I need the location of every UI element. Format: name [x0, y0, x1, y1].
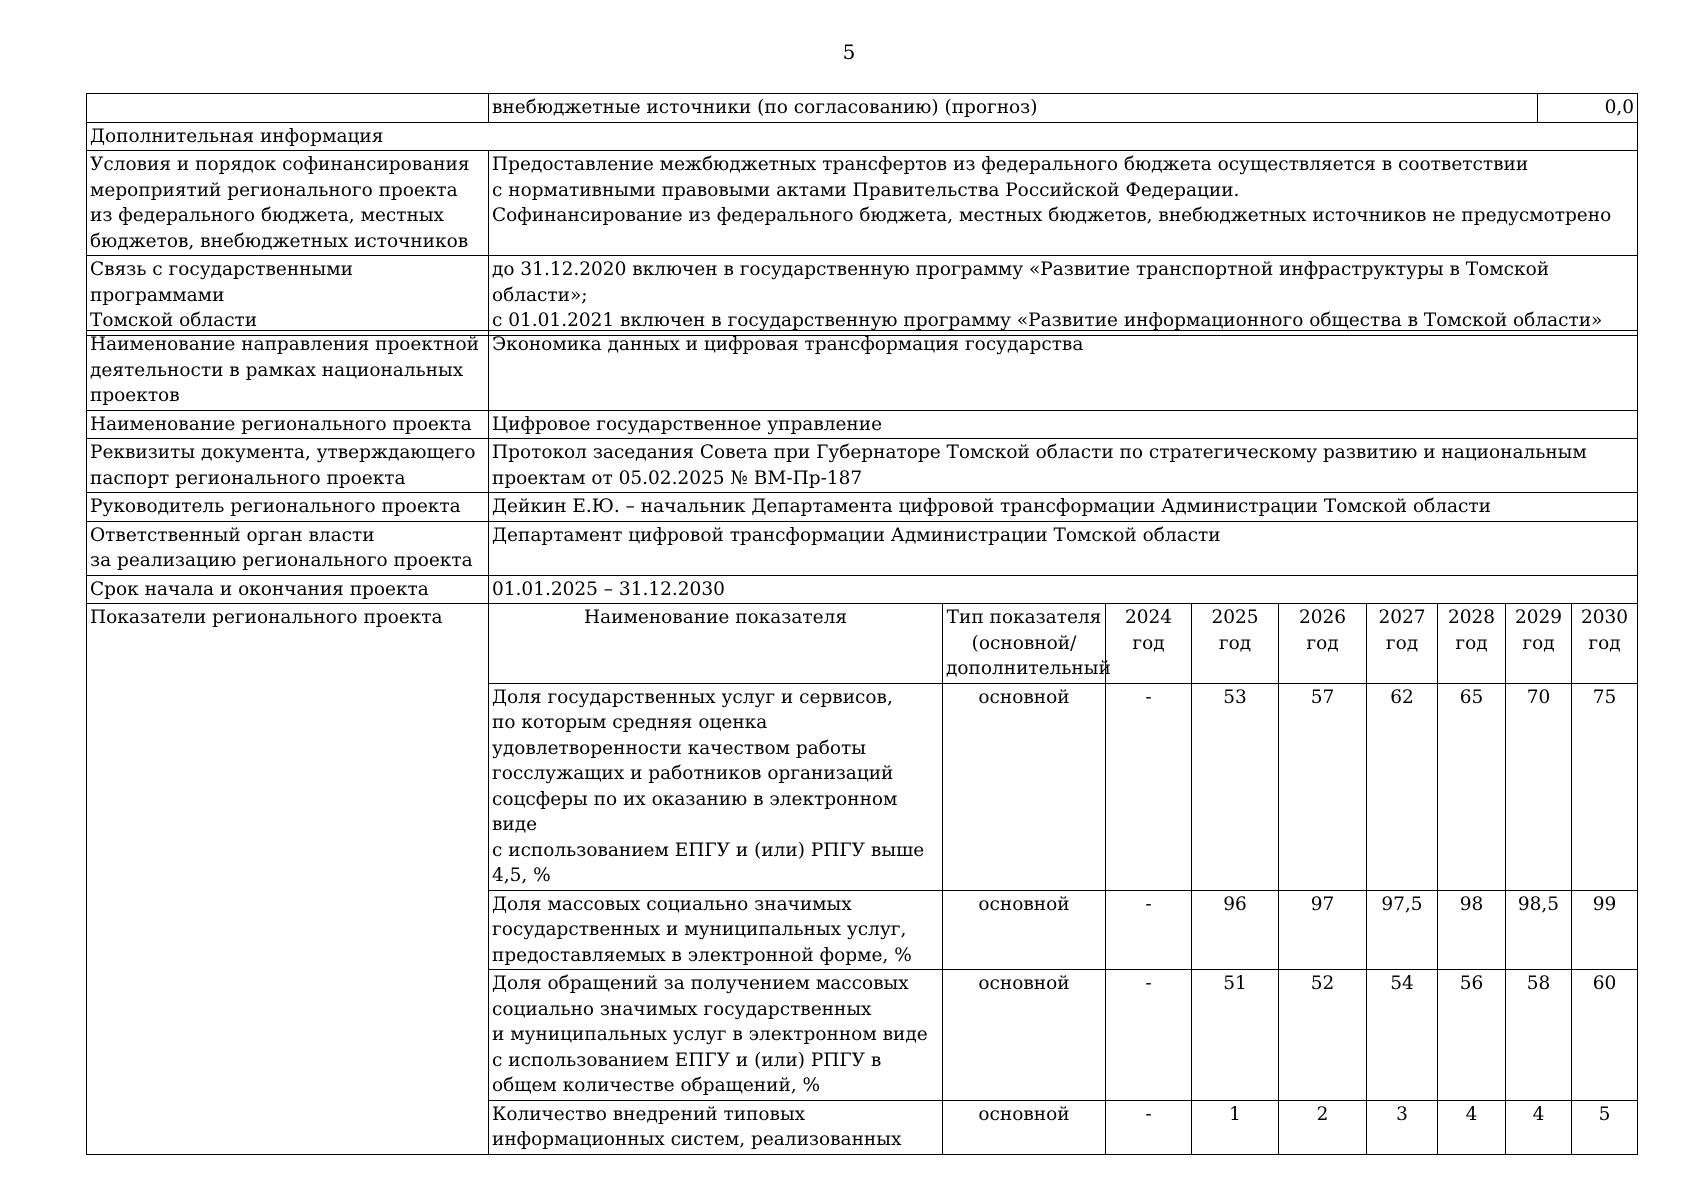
indicator-value: 54: [1367, 970, 1438, 1101]
indicator-value: 96: [1192, 890, 1279, 970]
indicator-type: основной: [943, 970, 1106, 1101]
indicator-value: 70: [1506, 683, 1572, 890]
indicator-value: 58: [1506, 970, 1572, 1101]
indicators-label: Показатели регионального проекта: [87, 604, 489, 1155]
page-number: 5: [842, 40, 856, 64]
indicator-value: 97,5: [1367, 890, 1438, 970]
indicator-name: Доля массовых социально значимых государственных и муниципальных услуг, предоставляемых в электронной форме, %: [489, 890, 943, 970]
indicator-value: 56: [1438, 970, 1506, 1101]
indicator-value: 3: [1367, 1100, 1438, 1154]
document-label: Реквизиты документа, утверждающего паспорт регионального проекта: [87, 439, 489, 493]
authority-value: Департамент цифровой трансформации Администрации Томской области: [489, 521, 1638, 575]
additional-info-heading: Дополнительная информация: [87, 122, 1638, 151]
indicator-value: 1: [1192, 1100, 1279, 1154]
indicator-value: 60: [1572, 970, 1638, 1101]
direction-row: [87, 331, 1638, 411]
year-header: 2026 год: [1279, 604, 1367, 684]
cofinancing-text: Предоставление межбюджетных трансфертов из федерального бюджета осуществляется в соответствии с нормативными правовыми актами Правительства Российской Федерации. Софинансирование из федерального бюджета, местных бюджетов, внебюджетных источников не предусмотрено: [489, 151, 1638, 256]
indicator-value: 65: [1438, 683, 1506, 890]
indicator-value: 4: [1438, 1100, 1506, 1154]
programs-label: Связь с государственными программами Томской области: [87, 256, 489, 336]
project-name-value: Цифровое государственное управление: [489, 410, 1638, 439]
head-row: [87, 493, 1638, 522]
indicator-value: 5: [1572, 1100, 1638, 1154]
document-row: [87, 439, 1638, 493]
year-header: 2025 год: [1192, 604, 1279, 684]
term-value: 01.01.2025 – 31.12.2030: [489, 575, 1638, 604]
indicator-header-row: [87, 604, 1638, 684]
indicator-name: Доля государственных услуг и сервисов, по которым средняя оценка удовлетворенности качеством работы госслужащих и работников организаций соцсферы по их оказанию в электронном виде с использованием ЕПГУ и (или) РПГУ выше 4,5, %: [489, 683, 943, 890]
extrabudget-label: внебюджетные источники (по согласованию) (прогноз): [489, 94, 1538, 123]
indicator-type: основной: [943, 1100, 1106, 1154]
programs-row: [87, 256, 1638, 336]
empty-cell: [87, 94, 489, 123]
indicator-value: -: [1106, 683, 1192, 890]
indicator-value: 99: [1572, 890, 1638, 970]
indicator-value: 2: [1279, 1100, 1367, 1154]
term-row: [87, 575, 1638, 604]
indicator-value: 52: [1279, 970, 1367, 1101]
authority-label: Ответственный орган власти за реализацию регионального проекта: [87, 521, 489, 575]
indicator-value: -: [1106, 1100, 1192, 1154]
cofinancing-label: Условия и порядок софинансирования мероприятий регионального проекта из федерального бюджета, местных бюджетов, внебюджетных источников: [87, 151, 489, 256]
indicator-value: 97: [1279, 890, 1367, 970]
year-header: 2030 год: [1572, 604, 1638, 684]
indicator-name-header: Наименование показателя: [489, 604, 943, 684]
indicator-type: основной: [943, 683, 1106, 890]
project-name-row: [87, 410, 1638, 439]
indicator-type-header: Тип показателя (основной/ дополнительный: [943, 604, 1106, 684]
indicator-value: -: [1106, 890, 1192, 970]
indicator-name: Доля обращений за получением массовых социально значимых государственных и муниципальных услуг в электронном виде с использованием ЕПГУ и (или) РПГУ в общем количестве обращений, %: [489, 970, 943, 1101]
indicator-name: Количество внедрений типовых информационных систем, реализованных: [489, 1100, 943, 1154]
term-label: Срок начала и окончания проекта: [87, 575, 489, 604]
indicator-value: 51: [1192, 970, 1279, 1101]
year-header: 2029 год: [1506, 604, 1572, 684]
year-header: 2024 год: [1106, 604, 1192, 684]
direction-label: Наименование направления проектной деятельности в рамках национальных проектов: [87, 331, 489, 411]
additional-info-row: [87, 122, 1638, 151]
document-value: Протокол заседания Совета при Губернаторе Томской области по стратегическому развитию и национальным проектам от 05.02.2025 № ВМ-Пр-187: [489, 439, 1638, 493]
indicator-value: 98,5: [1506, 890, 1572, 970]
programs-text: до 31.12.2020 включен в государственную программу «Развитие транспортной инфраструктуры в Томской области»; с 01.01.2021 включен в государственную программу «Развитие информационного общества в Томской области»: [489, 256, 1638, 336]
head-label: Руководитель регионального проекта: [87, 493, 489, 522]
project-name-label: Наименование регионального проекта: [87, 410, 489, 439]
indicator-value: 53: [1192, 683, 1279, 890]
head-value: Дейкин Е.Ю. – начальник Департамента цифровой трансформации Администрации Томской области: [489, 493, 1638, 522]
indicator-value: 57: [1279, 683, 1367, 890]
funding-table: [86, 93, 1638, 336]
direction-value: Экономика данных и цифровая трансформация государства: [489, 331, 1638, 411]
extrabudget-value: 0,0: [1538, 94, 1638, 123]
year-header: 2028 год: [1438, 604, 1506, 684]
indicator-value: 75: [1572, 683, 1638, 890]
extrabudget-row: [87, 94, 1638, 123]
indicator-value: 62: [1367, 683, 1438, 890]
project-passport-table: [86, 330, 1638, 1155]
cofinancing-row: [87, 151, 1638, 256]
indicator-type: основной: [943, 890, 1106, 970]
indicator-value: 98: [1438, 890, 1506, 970]
indicator-value: 4: [1506, 1100, 1572, 1154]
year-header: 2027 год: [1367, 604, 1438, 684]
authority-row: [87, 521, 1638, 575]
indicator-value: -: [1106, 970, 1192, 1101]
